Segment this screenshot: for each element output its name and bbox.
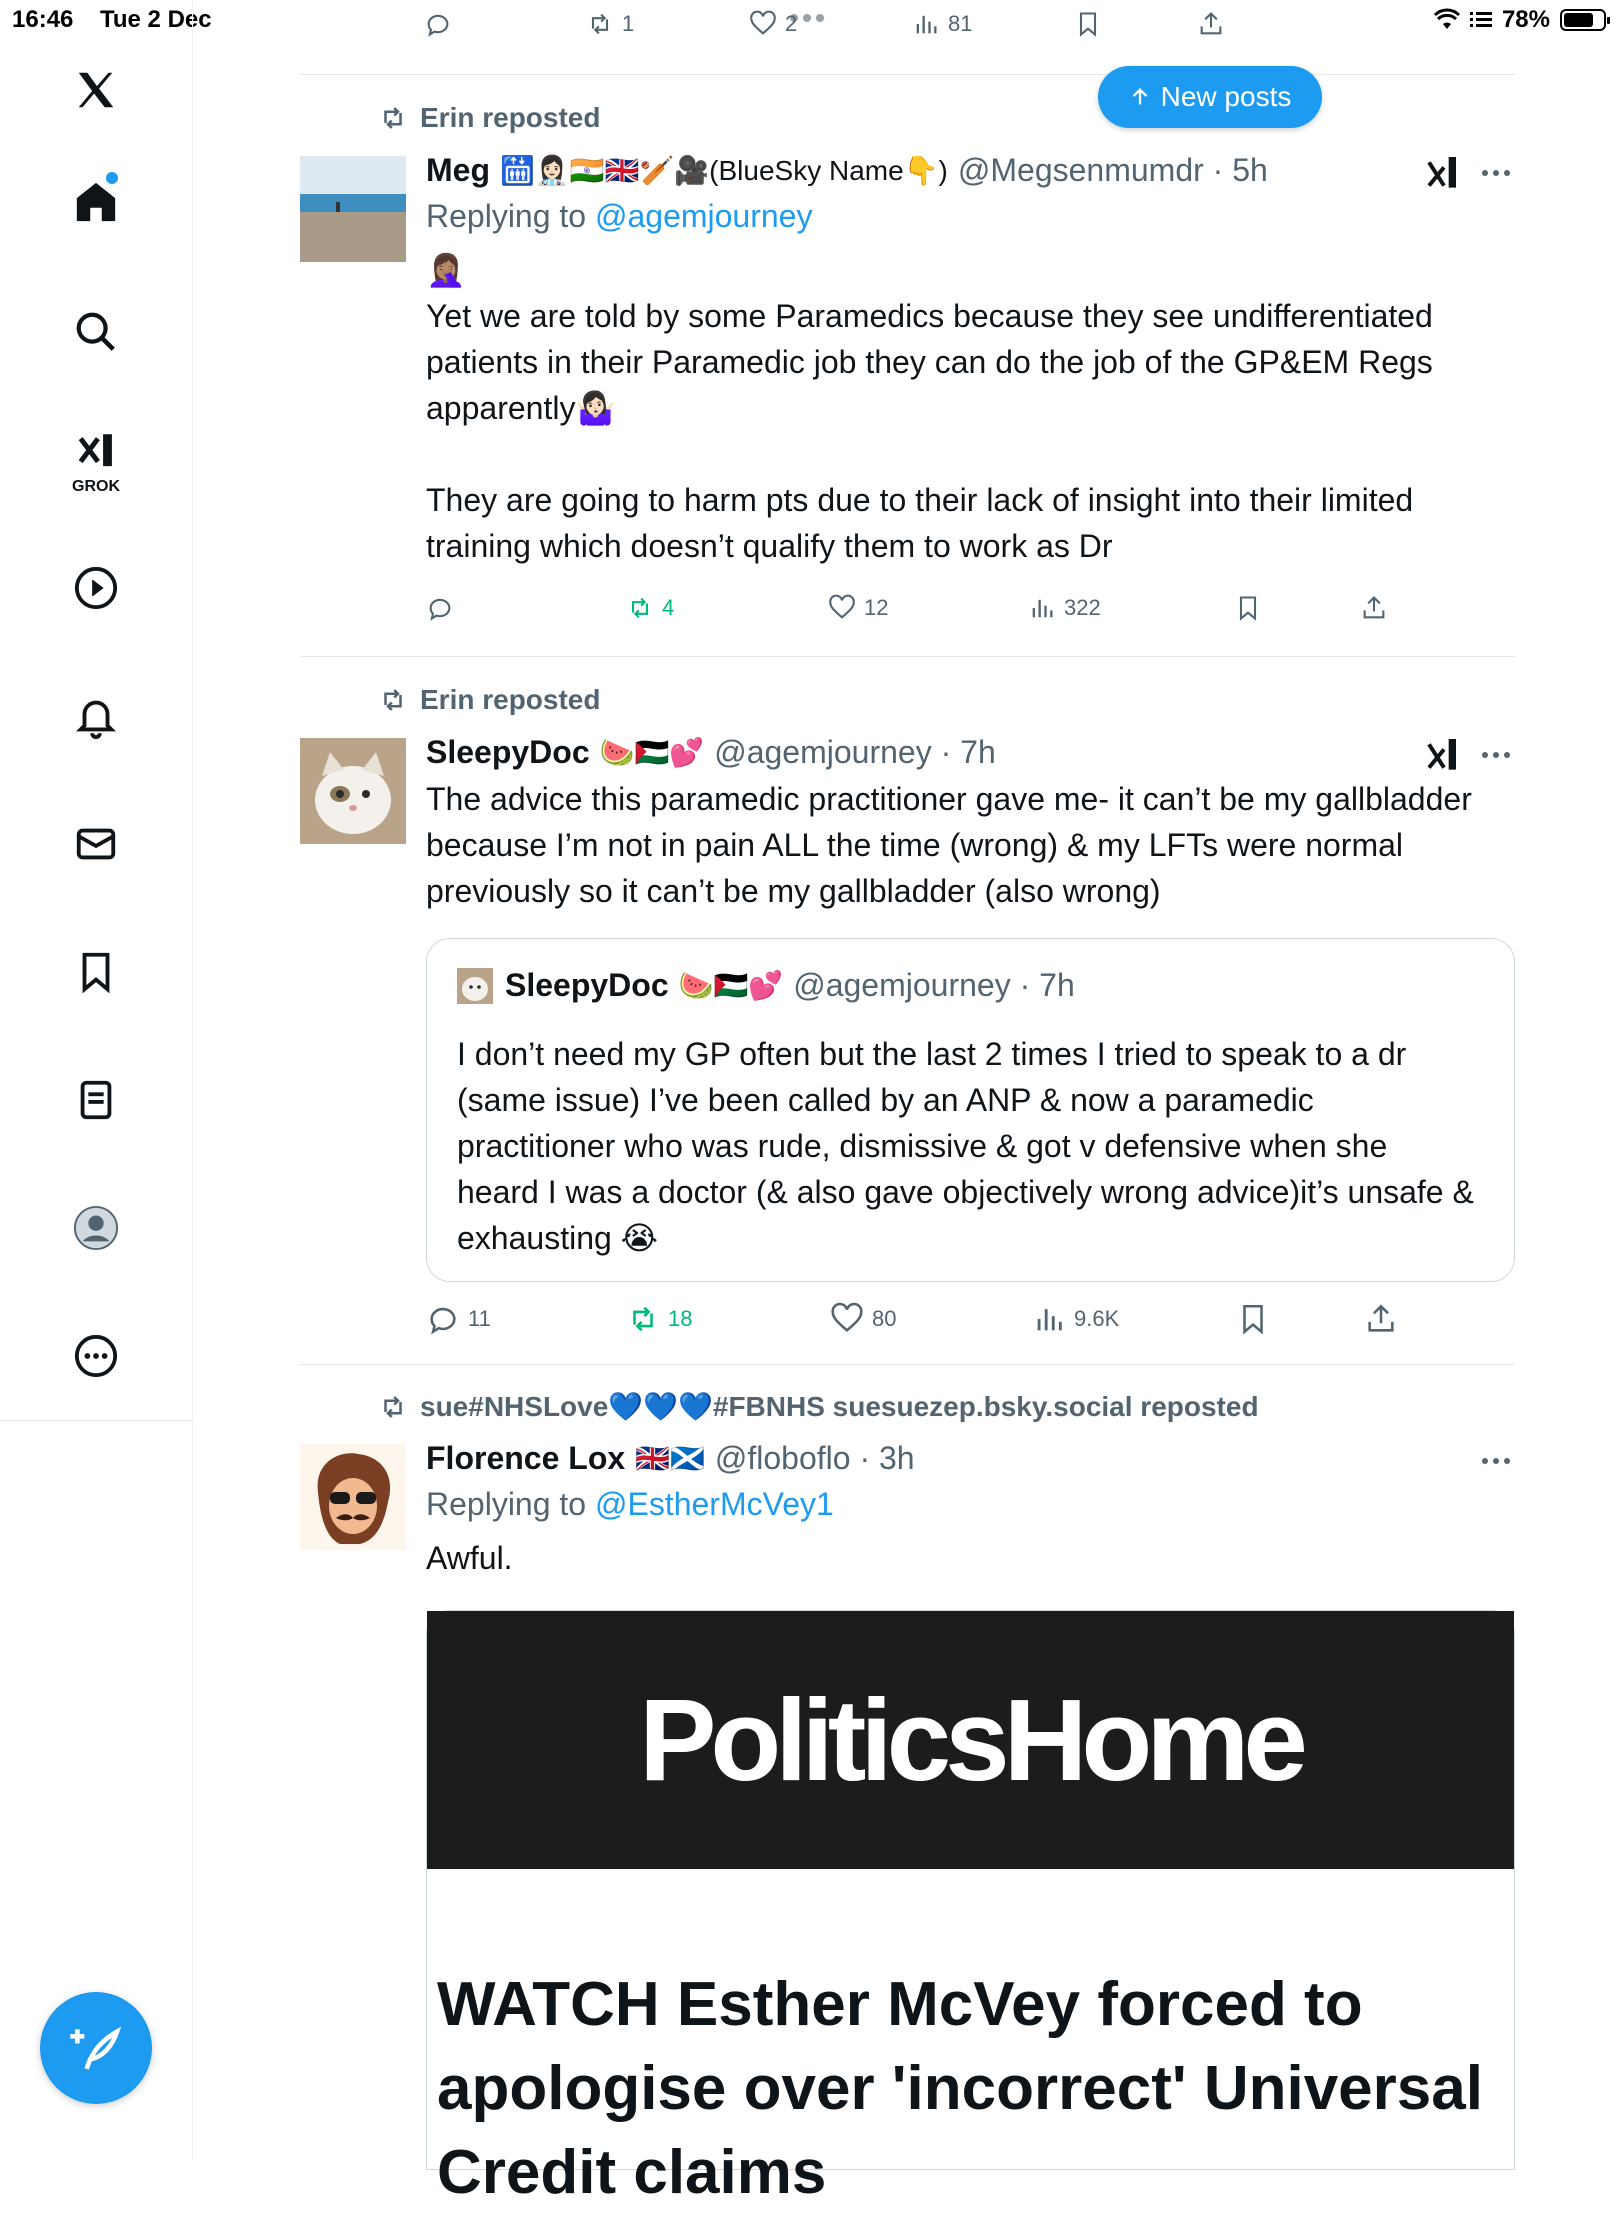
views-count: 322 [1064,595,1101,620]
share-button[interactable] [1360,594,1388,622]
repost-icon [586,10,614,38]
tweet-actions [300,594,1515,638]
sidebar [0,0,193,2160]
more-icon[interactable] [1482,170,1510,176]
like-button[interactable] [749,10,797,38]
avatar [457,968,493,1004]
like-button[interactable] [828,594,888,622]
repost-attribution [378,102,600,134]
name-emojis: 🍉🇵🇸💕 [599,736,705,768]
repost-count: 18 [668,1306,693,1331]
views-count: 81 [948,11,973,36]
bookmark-icon[interactable] [66,942,126,1002]
views-icon [1028,594,1056,622]
views-count: 9.6K [1074,1306,1120,1331]
handle-time: @agemjourney · 7h [793,967,1075,1003]
repost-icon [378,1392,408,1422]
display-name[interactable]: Florence Lox [426,1439,626,1476]
tweet-header [426,730,1515,774]
like-count: 80 [872,1306,897,1331]
card-banner: PoliticsHome [427,1611,1514,1869]
feather-plus-icon [68,2020,124,2076]
previous-tweet-actions [300,10,1515,54]
battery-percent: 78% [1501,6,1550,33]
tweet-header [426,148,1515,192]
battery-icon [1560,9,1606,31]
tweet-content [426,148,1515,569]
tweet-text: The advice this paramedic practitioner gave me- it can’t be my gallbladder because I’m not in pain ALL the time (wrong) & my LFTs were normal previously so it can’t be my gallbladder (also wrong) [426,781,1481,909]
avatar[interactable] [300,738,406,844]
repost-icon [626,1302,660,1336]
more-icon[interactable] [1482,752,1510,758]
bookmark-icon [1236,1302,1270,1336]
handle-time[interactable]: @Megsenmumdr · 5h [957,151,1268,188]
article-icon[interactable] [66,1070,126,1130]
repost-icon [378,103,408,133]
more-icon[interactable] [1482,1458,1510,1464]
tweet-content [426,730,1515,914]
avatar-icon[interactable] [66,1198,126,1258]
repost-button[interactable] [626,594,674,622]
like-count: 2 [785,11,798,36]
name-emojis: 🇬🇧🏴󠁧󠁢󠁳󠁣󠁴󠁿 [635,1442,705,1474]
arrow-up-icon [1129,86,1151,108]
reply-button[interactable] [424,10,452,38]
bookmark-icon [1074,10,1102,38]
heart-icon [749,10,777,38]
repost-by: Erin reposted [420,102,601,133]
grok-icon[interactable] [1424,154,1464,194]
replying-to: Replying to @agemjourney [426,198,813,234]
divider [300,656,1515,657]
reply-button[interactable] [426,594,462,622]
quoted-tweet-header [457,967,1075,1004]
new-posts-button[interactable] [1098,66,1322,128]
grok-icon[interactable] [1424,736,1464,776]
reply-icon [426,1302,460,1336]
divider [300,1364,1515,1365]
avatar[interactable] [300,156,406,262]
home-notification-dot [106,172,118,184]
views-button[interactable] [912,10,972,38]
views-button[interactable] [1032,1302,1119,1336]
repost-count: 1 [622,11,635,36]
like-button[interactable] [830,1302,896,1336]
views-icon [912,10,940,38]
reply-count: 11 [468,1306,491,1331]
compose-button[interactable] [40,1992,152,2104]
repost-button[interactable] [586,10,634,38]
divider [300,74,1515,75]
mention-link[interactable]: @agemjourney [594,198,813,234]
repost-by: Erin reposted [420,684,601,715]
share-button[interactable] [1197,10,1225,38]
replying-to: Replying to @EstherMcVey1 [426,1486,834,1522]
views-button[interactable] [1028,594,1101,622]
repost-button[interactable] [626,1302,692,1336]
repost-attribution [378,684,600,716]
x-logo-icon[interactable] [66,60,126,120]
search-icon[interactable] [66,302,126,362]
name-emojis: 🛗👩🏻‍⚕️🇮🇳🇬🇧🏏🎥(BlueSky Name👇) [500,154,948,186]
bookmark-button[interactable] [1234,594,1262,622]
display-name[interactable]: SleepyDoc [426,733,590,770]
bookmark-icon [1234,594,1262,622]
grok-icon[interactable] [66,424,126,484]
quoted-tweet-text: I don’t need my GP often but the last 2 times I tried to speak to a dr (same issue) I’ve been called by an ANP & now a paramedic practitioner who was rude, dismissive & got v defensive when she heard I was a doctor (& also gave objectively wrong advice)it’s unsafe & exhausting 😭 [457,1036,1474,1256]
tweet-actions [300,1302,1515,1346]
handle-time[interactable]: @floboflo · 3h [714,1439,915,1476]
card-headline: WATCH Esther McVey forced to apologise over 'incorrect' Universal Credit claims [437,1970,1483,2207]
repost-count: 4 [662,595,675,620]
status-time: 16:46 [12,6,74,33]
bookmark-button[interactable] [1074,10,1102,38]
tweet-text: 🤦🏽‍♀️ Yet we are told by some Paramedics because they see undifferentiated patients in their Paramedic job they can do the job of the GP&EM Regs apparently🤷🏻‍♀️ They are going to harm pts due to their lack of insight into their limited training which doesn’t qualify them to work as Dr [426,252,1433,564]
new-posts-label: New posts [1160,81,1292,112]
grok-label: GROK [72,478,120,495]
repost-by: sue#NHSLove💙💙💙#FBNHS suesuezep.bsky.social reposted [420,1391,1259,1422]
more-circle-icon[interactable] [66,1326,126,1386]
display-name[interactable]: Meg [426,151,490,188]
sidebar-divider [0,1420,193,1421]
reply-icon [424,10,452,38]
heart-icon [828,594,856,622]
tweet-text: Awful. [426,1540,513,1576]
display-name: SleepyDoc [505,967,669,1003]
share-icon [1364,1302,1398,1336]
reply-button[interactable] [426,1302,491,1336]
reply-icon [426,594,454,622]
repost-icon [626,594,654,622]
repost-icon [378,685,408,715]
repost-attribution [378,1390,1259,1423]
bookmark-button[interactable] [1236,1302,1270,1336]
avatar[interactable] [300,1444,406,1550]
share-button[interactable] [1364,1302,1398,1336]
heart-icon [830,1302,864,1336]
tweet-header [426,1436,1515,1480]
share-icon [1360,594,1388,622]
status-date: Tue 2 Dec [100,6,212,33]
name-emojis: 🍉🇵🇸💕 [678,970,784,1001]
link-card[interactable] [426,1610,1515,2207]
play-icon[interactable] [66,558,126,618]
share-icon [1197,10,1225,38]
mention-link[interactable]: @EstherMcVey1 [594,1486,834,1522]
views-icon [1032,1302,1066,1336]
quoted-tweet[interactable] [426,938,1515,1282]
mail-icon[interactable] [66,814,126,874]
like-count: 12 [864,595,889,620]
tweet-content [426,1436,1515,1581]
handle-time[interactable]: @agemjourney · 7h [714,733,996,770]
bell-icon[interactable] [66,686,126,746]
